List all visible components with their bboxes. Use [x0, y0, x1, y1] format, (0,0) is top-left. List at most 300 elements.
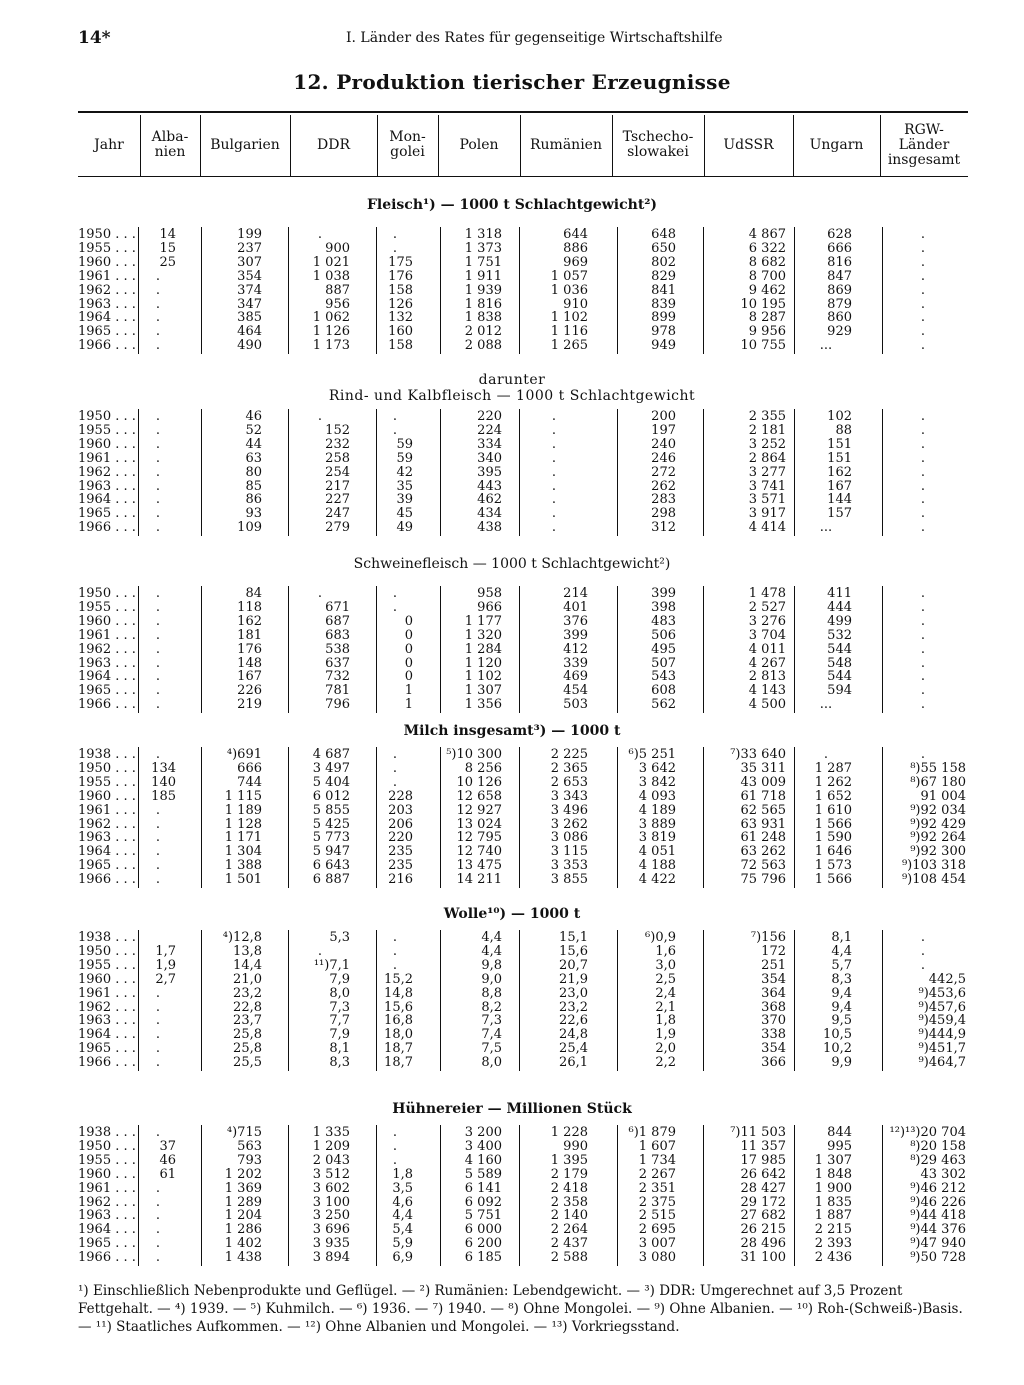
table-cell: 14,8: [384, 985, 413, 1001]
table-cell: 118: [237, 599, 262, 615]
table-cell: 1960 . . .: [78, 436, 136, 452]
table-cell: 152: [325, 422, 350, 438]
table-cell: 1 646: [814, 844, 852, 860]
table-cell: 3 262: [550, 816, 588, 832]
table-cell: 240: [651, 436, 676, 452]
table-cell: .: [392, 599, 398, 615]
table-cell: 3 696: [312, 1222, 350, 1238]
table-cell: 2 351: [638, 1180, 676, 1196]
table-row: [0, 762, 1024, 776]
table-cell: ⁹)47 940: [910, 1236, 966, 1252]
table-cell: ⁹)103 318: [901, 858, 966, 874]
table-cell: 464: [237, 324, 262, 340]
table-cell: 628: [827, 227, 852, 242]
table-cell: .: [920, 599, 926, 615]
table-cell: 562: [651, 697, 676, 713]
table-cell: 2 179: [550, 1166, 588, 1182]
table-cell: 1955 . . .: [78, 240, 136, 256]
table-cell: 1 126: [312, 324, 350, 340]
table-row: [0, 1168, 1024, 1182]
table-cell: .: [155, 1208, 161, 1224]
table-cell: .: [155, 464, 161, 480]
table-cell: .: [155, 409, 161, 424]
table-cell: 648: [651, 227, 676, 242]
table-cell: 10 755: [740, 338, 786, 354]
table-cell: 232: [325, 436, 350, 452]
table-cell: 354: [237, 268, 262, 284]
table-cell: 8,3: [831, 971, 852, 987]
table-cell: 2,4: [655, 985, 676, 1001]
table-cell: 443: [477, 478, 502, 494]
table-row: [0, 256, 1024, 270]
table-cell: 8,1: [329, 1041, 350, 1057]
table-cell: 844: [827, 1125, 852, 1140]
table-cell: 1 939: [464, 282, 502, 298]
table-cell: 3,0: [655, 957, 676, 973]
table-cell: 1,8: [392, 1166, 413, 1182]
table-cell: ⁶)0,9: [645, 930, 676, 945]
table-cell: ⁴)715: [226, 1125, 262, 1140]
table-cell: 235: [388, 858, 413, 874]
table-cell: 157: [827, 506, 852, 522]
table-cell: 5 855: [312, 802, 350, 818]
table-cell: 2 864: [748, 450, 786, 466]
table-cell: .: [551, 492, 557, 508]
table-cell: ...: [819, 697, 833, 713]
table-cell: 1 335: [312, 1125, 350, 1140]
table-cell: .: [155, 1194, 161, 1210]
table-cell: 879: [827, 296, 852, 312]
table-cell: .: [155, 802, 161, 818]
table-cell: 354: [761, 1041, 786, 1057]
table-cell: 20,7: [559, 957, 588, 973]
table-cell: 7,3: [481, 1013, 502, 1029]
table-row: [0, 657, 1024, 671]
table-cell: 1 356: [464, 697, 502, 713]
table-cell: 3 252: [748, 436, 786, 452]
table-cell: 4 093: [638, 788, 676, 804]
table-cell: 956: [325, 296, 350, 312]
table-cell: 454: [563, 683, 588, 699]
section-title: Fleisch¹) — 1000 t Schlachtgewicht²): [366, 197, 658, 213]
table-cell: 31 100: [740, 1250, 786, 1266]
table-cell: 1 228: [550, 1125, 588, 1140]
table-cell: .: [920, 422, 926, 438]
table-cell: 39: [396, 492, 413, 508]
table-cell: 3 497: [312, 760, 350, 776]
table-cell: 1 265: [550, 338, 588, 354]
table-cell: 21,9: [559, 971, 588, 987]
table-cell: 334: [477, 436, 502, 452]
table-cell: 1963 . . .: [78, 830, 136, 846]
table-cell: .: [392, 930, 398, 945]
table-cell: 650: [651, 240, 676, 256]
table-cell: 1961 . . .: [78, 802, 136, 818]
table-cell: 1 610: [814, 802, 852, 818]
table-cell: 1938 . . .: [78, 747, 136, 762]
table-cell: .: [920, 254, 926, 270]
table-cell: 61 718: [740, 788, 786, 804]
table-cell: .: [155, 697, 161, 713]
table-cell: 0: [404, 655, 413, 671]
table-cell: 9,5: [831, 1013, 852, 1029]
table-cell: 0: [404, 627, 413, 643]
table-row: [0, 1237, 1024, 1251]
table-cell: 4 160: [464, 1152, 502, 1168]
table-cell: 9 956: [748, 324, 786, 340]
table-cell: 374: [237, 282, 262, 298]
table-cell: 219: [237, 697, 262, 713]
table-cell: ⁹)108 454: [901, 872, 966, 888]
table-cell: 1 189: [224, 802, 262, 818]
table-cell: 2 140: [550, 1208, 588, 1224]
table-cell: 929: [827, 324, 852, 340]
table-cell: ⁸)29 463: [910, 1152, 966, 1168]
table-cell: .: [920, 613, 926, 629]
table-row: [0, 521, 1024, 535]
table-cell: .: [392, 957, 398, 973]
table-cell: 2 527: [748, 599, 786, 615]
table-cell: 1960 . . .: [78, 788, 136, 804]
table-cell: 13 024: [456, 816, 502, 832]
table-cell: 499: [827, 613, 852, 629]
table-row: [0, 270, 1024, 284]
table-cell: 1955 . . .: [78, 422, 136, 438]
table-cell: 258: [325, 450, 350, 466]
table-cell: 80: [245, 464, 262, 480]
table-cell: ¹¹)7,1: [313, 957, 350, 973]
table-cell: .: [155, 669, 161, 685]
table-cell: 4 867: [748, 227, 786, 242]
table-cell: 46: [245, 409, 262, 424]
table-cell: 1 102: [464, 669, 502, 685]
table-cell: 224: [477, 422, 502, 438]
table-row: [0, 1140, 1024, 1154]
table-cell: ⁹)444,9: [918, 1027, 966, 1043]
table-cell: 1964 . . .: [78, 1222, 136, 1238]
table-cell: 6 322: [748, 240, 786, 256]
table-cell: 10,2: [823, 1041, 852, 1057]
table-cell: 1966 . . .: [78, 1250, 136, 1266]
table-cell: 1 590: [814, 830, 852, 846]
table-cell: ⁷)11 503: [730, 1125, 786, 1140]
table-cell: 23,2: [559, 999, 588, 1015]
table-cell: 1,9: [155, 957, 176, 973]
table-row: [0, 325, 1024, 339]
table-cell: 1 287: [814, 760, 852, 776]
table-cell: .: [155, 872, 161, 888]
table-cell: 1 402: [224, 1236, 262, 1252]
table-cell: 1 911: [464, 268, 502, 284]
table-row: [0, 410, 1024, 424]
table-cell: .: [920, 669, 926, 685]
table-cell: 21,0: [233, 971, 262, 987]
table-row: [0, 298, 1024, 312]
table-cell: 4 422: [638, 872, 676, 888]
table-cell: ⁹)92 264: [910, 830, 966, 846]
section-title: Hühnereier — Millionen Stück: [392, 1101, 632, 1117]
table-cell: 1 115: [224, 788, 262, 804]
table-cell: 1965 . . .: [78, 1236, 136, 1252]
table-cell: ⁶)1 879: [628, 1125, 676, 1140]
table-cell: 12 658: [456, 788, 502, 804]
table-cell: 140: [151, 774, 176, 790]
table-cell: 1962 . . .: [78, 999, 136, 1015]
table-cell: 1962 . . .: [78, 464, 136, 480]
section-title: Schweinefleisch — 1000 t Schlachtgewicht²): [353, 556, 671, 572]
table-cell: .: [155, 599, 161, 615]
table-cell: 990: [563, 1138, 588, 1154]
table-cell: 3,5: [392, 1180, 413, 1196]
table-cell: 75 796: [740, 872, 786, 888]
table-cell: .: [155, 310, 161, 326]
table-cell: 1 116: [550, 324, 588, 340]
table-cell: 3 894: [312, 1250, 350, 1266]
table-cell: 3 917: [748, 506, 786, 522]
table-cell: 27 682: [740, 1208, 786, 1224]
table-cell: 2 181: [748, 422, 786, 438]
table-cell: 399: [651, 586, 676, 601]
table-cell: 1,9: [655, 1027, 676, 1043]
table-cell: 8,2: [481, 999, 502, 1015]
table-cell: 3 512: [312, 1166, 350, 1182]
table-cell: 25,5: [233, 1055, 262, 1071]
table-cell: 7,7: [329, 1013, 350, 1029]
table-cell: 4 687: [312, 747, 350, 762]
table-cell: 10 195: [740, 296, 786, 312]
table-cell: 175: [388, 254, 413, 270]
table-cell: 1961 . . .: [78, 627, 136, 643]
table-cell: .: [155, 586, 161, 601]
table-cell: 2 088: [464, 338, 502, 354]
table-cell: 2 012: [464, 324, 502, 340]
table-cell: ⁵)10 300: [446, 747, 502, 762]
table-cell: 162: [827, 464, 852, 480]
table-cell: 217: [325, 478, 350, 494]
table-cell: ⁹)92 300: [910, 844, 966, 860]
table-cell: 666: [237, 760, 262, 776]
table-row: [0, 776, 1024, 790]
column-header-rum: Rumänien: [530, 136, 602, 153]
table-cell: 8 700: [748, 268, 786, 284]
table-cell: 412: [563, 641, 588, 657]
table-cell: 1966 . . .: [78, 520, 136, 536]
table-cell: 1 038: [312, 268, 350, 284]
table-row: [0, 1056, 1024, 1070]
table-cell: 1964 . . .: [78, 669, 136, 685]
table-cell: 1960 . . .: [78, 1166, 136, 1182]
table-cell: 312: [651, 520, 676, 536]
table-cell: 9,9: [831, 1055, 852, 1071]
table-cell: 6 643: [312, 858, 350, 874]
table-cell: 254: [325, 464, 350, 480]
table-row: [0, 790, 1024, 804]
table-cell: 151: [827, 450, 852, 466]
table-cell: 958: [477, 586, 502, 601]
table-cell: .: [920, 409, 926, 424]
table-cell: .: [920, 655, 926, 671]
table-cell: 63: [245, 450, 262, 466]
table-cell: 563: [237, 1138, 262, 1154]
table-cell: 1 373: [464, 240, 502, 256]
table-row: [0, 629, 1024, 643]
table-cell: 86: [245, 492, 262, 508]
table-cell: 3 496: [550, 802, 588, 818]
table-cell: 26,1: [559, 1055, 588, 1071]
table-cell: 247: [325, 506, 350, 522]
table-cell: 1965 . . .: [78, 324, 136, 340]
table-cell: 262: [651, 478, 676, 494]
table-row: [0, 452, 1024, 466]
table-cell: 72 563: [740, 858, 786, 874]
table-cell: .: [155, 1013, 161, 1029]
table-cell: ⁴)12,8: [222, 930, 262, 945]
table-cell: 3 741: [748, 478, 786, 494]
table-cell: 0: [404, 669, 413, 685]
table-cell: 26 215: [740, 1222, 786, 1238]
table-cell: .: [155, 1027, 161, 1043]
table-cell: 398: [651, 599, 676, 615]
table-cell: 42: [396, 464, 413, 480]
table-cell: 61 248: [740, 830, 786, 846]
table-row: [0, 1251, 1024, 1265]
table-cell: 3 602: [312, 1180, 350, 1196]
table-cell: .: [920, 943, 926, 959]
table-cell: ⁸)20 158: [910, 1138, 966, 1154]
table-cell: 434: [477, 506, 502, 522]
table-cell: ⁴)691: [226, 747, 262, 762]
table-cell: 8 256: [464, 760, 502, 776]
table-cell: 1 887: [814, 1208, 852, 1224]
table-cell: 816: [827, 254, 852, 270]
table-cell: 744: [237, 774, 262, 790]
table-cell: 347: [237, 296, 262, 312]
table-row: [0, 684, 1024, 698]
table-cell: .: [920, 338, 926, 354]
table-cell: 1 478: [748, 586, 786, 601]
table-cell: 3 007: [638, 1236, 676, 1252]
table-cell: .: [920, 520, 926, 536]
table-cell: 1 171: [224, 830, 262, 846]
table-cell: ⁹)92 429: [910, 816, 966, 832]
table-row: [0, 1014, 1024, 1028]
table-cell: 6 092: [464, 1194, 502, 1210]
table-cell: .: [155, 1125, 161, 1140]
table-cell: 1 262: [814, 774, 852, 790]
table-cell: 2 393: [814, 1236, 852, 1252]
table-cell: 1 177: [464, 613, 502, 629]
table-cell: 1963 . . .: [78, 478, 136, 494]
table-cell: 200: [651, 409, 676, 424]
table-cell: 25,8: [233, 1041, 262, 1057]
table-cell: 298: [651, 506, 676, 522]
table-cell: 469: [563, 669, 588, 685]
table-cell: 14 211: [456, 872, 502, 888]
table-cell: 1966 . . .: [78, 872, 136, 888]
table-cell: 1 286: [224, 1222, 262, 1238]
table-cell: 2 355: [748, 409, 786, 424]
table-cell: 543: [651, 669, 676, 685]
table-cell: 43 302: [920, 1166, 966, 1182]
table-cell: 1 816: [464, 296, 502, 312]
table-cell: .: [155, 324, 161, 340]
table-cell: .: [155, 1222, 161, 1238]
table-cell: .: [392, 1125, 398, 1140]
table-cell: 442,5: [928, 971, 966, 987]
table-cell: 158: [388, 282, 413, 298]
table-row: [0, 845, 1024, 859]
table-cell: .: [392, 1138, 398, 1154]
table-cell: .: [155, 506, 161, 522]
table-cell: 5 404: [312, 774, 350, 790]
column-header-jahr: Jahr: [94, 136, 124, 153]
table-cell: 203: [388, 802, 413, 818]
table-row: [0, 1182, 1024, 1196]
table-row: [0, 831, 1024, 845]
table-row: [0, 670, 1024, 684]
table-cell: 2 215: [814, 1222, 852, 1238]
table-cell: 354: [761, 971, 786, 987]
table-row: [0, 945, 1024, 959]
table-cell: .: [155, 641, 161, 657]
table-cell: 8 287: [748, 310, 786, 326]
table-cell: 23,7: [233, 1013, 262, 1029]
table-cell: 1950 . . .: [78, 586, 136, 601]
table-cell: .: [392, 422, 398, 438]
table-row: [0, 615, 1024, 629]
table-cell: .: [392, 586, 398, 601]
table-cell: 9,8: [481, 957, 502, 973]
column-header-pol: Polen: [459, 136, 499, 153]
table-cell: 2,1: [655, 999, 676, 1015]
table-cell: ⁶)5 251: [628, 747, 676, 762]
table-cell: 162: [237, 613, 262, 629]
table-cell: 1 838: [464, 310, 502, 326]
table-cell: 1955 . . .: [78, 774, 136, 790]
table-cell: 802: [651, 254, 676, 270]
table-cell: 2 813: [748, 669, 786, 685]
table-cell: 8,8: [481, 985, 502, 1001]
table-cell: 370: [761, 1013, 786, 1029]
table-cell: 2 043: [312, 1152, 350, 1168]
table-cell: 49: [396, 520, 413, 536]
table-cell: ⁹)46 212: [910, 1180, 966, 1196]
table-cell: .: [317, 943, 323, 959]
table-cell: 411: [827, 586, 852, 601]
table-cell: 26 642: [740, 1166, 786, 1182]
table-row: [0, 959, 1024, 973]
table-cell: 63 931: [740, 816, 786, 832]
table-cell: 1,7: [155, 943, 176, 959]
table-cell: .: [551, 464, 557, 480]
table-cell: 368: [761, 999, 786, 1015]
table-top-rule: [78, 111, 968, 113]
table-cell: 1965 . . .: [78, 1041, 136, 1057]
table-cell: 548: [827, 655, 852, 671]
table-cell: 7,4: [481, 1027, 502, 1043]
table-cell: .: [392, 760, 398, 776]
table-cell: 1964 . . .: [78, 310, 136, 326]
table-cell: 1 438: [224, 1250, 262, 1266]
table-cell: 17 985: [740, 1152, 786, 1168]
table-cell: 969: [563, 254, 588, 270]
table-cell: ⁸)55 158: [910, 760, 966, 776]
table-cell: 1950 . . .: [78, 1138, 136, 1154]
table-cell: 15,2: [384, 971, 413, 987]
table-cell: 25: [159, 254, 176, 270]
table-cell: 1 751: [464, 254, 502, 270]
table-cell: 2 267: [638, 1166, 676, 1182]
